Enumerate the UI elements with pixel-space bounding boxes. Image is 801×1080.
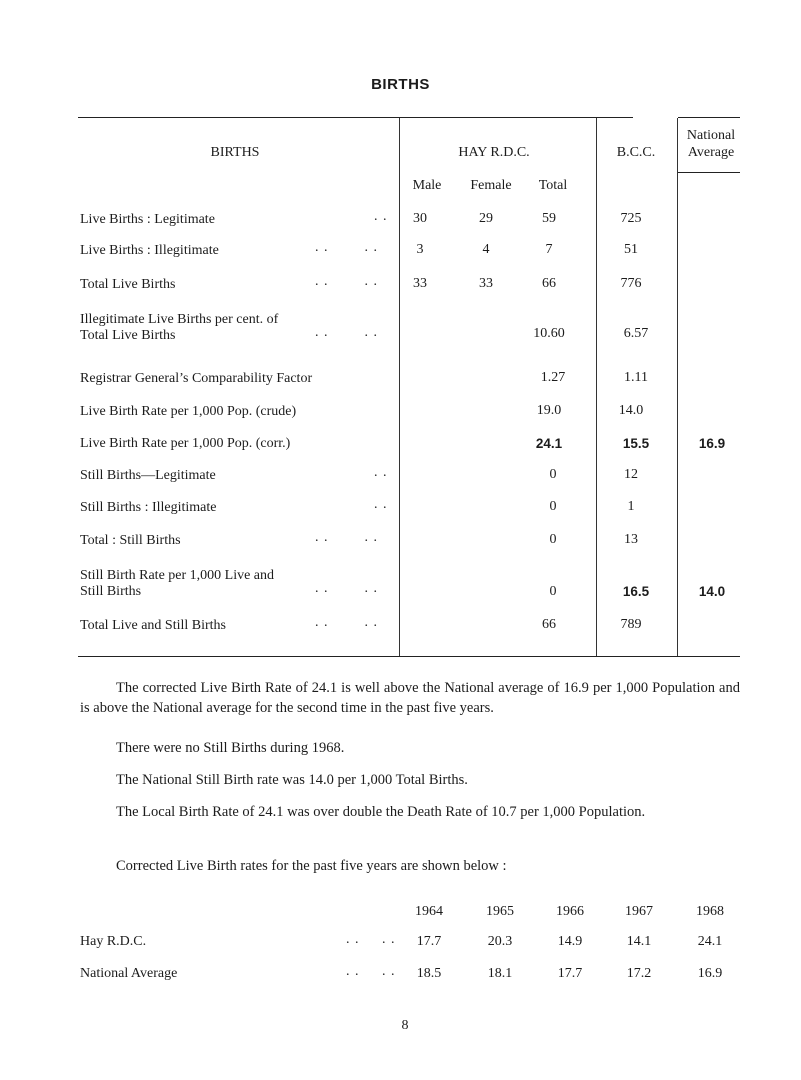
cell-bcc: 14.0	[618, 403, 644, 418]
cell-female: 4	[482, 242, 490, 257]
table-divider-2	[596, 118, 597, 656]
row-label: Live Births : Legitimate	[80, 212, 215, 227]
leader-dots: . . . .	[315, 325, 378, 340]
cell-male: 3	[416, 242, 424, 257]
cell-total: 19.0	[536, 403, 562, 418]
cell-total: 0	[549, 584, 557, 599]
row-label-cont: Total Live Births	[80, 328, 176, 343]
cell-total: 24.1	[535, 436, 563, 451]
cell-total: 66	[542, 617, 556, 632]
cell-bcc: 6.57	[623, 326, 649, 341]
table-top-rule	[78, 117, 633, 118]
cell-bcc: 789	[620, 617, 642, 632]
rate-value: 17.7	[557, 966, 583, 981]
cell-total: 1.27	[540, 370, 566, 385]
cell-national: 14.0	[698, 584, 726, 599]
cell-bcc: 1.11	[624, 370, 648, 385]
paragraph-local-rate: The Local Birth Rate of 24.1 was over double the Death Rate of 10.7 per 1,000 Population.	[116, 804, 646, 820]
leader-dots: . . . .	[315, 615, 378, 630]
table-divider-3	[677, 118, 678, 656]
cell-bcc: 12	[624, 467, 638, 482]
row-label-cont: Still Births	[80, 584, 142, 599]
rate-value: 14.1	[626, 934, 652, 949]
year-header: 1967	[625, 904, 653, 919]
paragraph-corrected-rate: The corrected Live Birth Rate of 24.1 is well above the National average of 16.9 per 1,000 Population and is above the National average for the second time in the past five years.	[80, 680, 740, 716]
header-bcc: B.C.C.	[616, 145, 656, 160]
cell-bcc: 51	[624, 242, 638, 257]
row-label: Illegitimate Live Births per cent. of	[80, 312, 279, 327]
cell-total: 0	[549, 467, 557, 482]
paragraph-still-births: There were no Still Births during 1968.	[116, 740, 345, 756]
row-label: Still Births—Legitimate	[80, 468, 216, 483]
row-label: Live Births : Illegitimate	[80, 243, 219, 258]
leader-dots: . .	[374, 209, 388, 224]
rate-value: 16.9	[697, 966, 723, 981]
year-header: 1964	[415, 904, 443, 919]
rates-intro: Corrected Live Birth rates for the past five years are shown below :	[116, 858, 507, 874]
leader-dots: . .	[374, 497, 388, 512]
rates-row-label: National Average	[80, 966, 178, 981]
rate-value: 20.3	[487, 934, 513, 949]
header-births: BIRTHS	[210, 145, 260, 160]
rate-value: 18.1	[487, 966, 513, 981]
header-national-line1: National	[686, 128, 736, 143]
row-label: Total Live Births	[80, 277, 176, 292]
cell-total: 0	[549, 499, 557, 514]
table-divider-1	[399, 118, 400, 656]
cell-bcc: 725	[620, 211, 642, 226]
cell-bcc: 15.5	[622, 436, 650, 451]
cell-total: 66	[542, 276, 556, 291]
row-label: Live Birth Rate per 1,000 Pop. (corr.)	[80, 436, 291, 451]
cell-male: 33	[413, 276, 427, 291]
cell-female: 33	[479, 276, 493, 291]
table-header-rule	[678, 172, 740, 173]
cell-bcc: 13	[624, 532, 638, 547]
cell-total: 0	[549, 532, 557, 547]
page-number: 8	[401, 1018, 409, 1033]
year-header: 1966	[556, 904, 584, 919]
subheader-total: Total	[538, 178, 568, 193]
page-title: BIRTHS	[371, 76, 430, 93]
table-top-rule-national	[678, 117, 740, 118]
row-label: Still Birth Rate per 1,000 Live and	[80, 568, 275, 583]
rate-value: 18.5	[416, 966, 442, 981]
cell-national: 16.9	[698, 436, 726, 451]
year-header: 1965	[486, 904, 514, 919]
cell-bcc: 776	[620, 276, 642, 291]
rates-row-label: Hay R.D.C.	[80, 934, 147, 949]
rate-value: 17.7	[416, 934, 442, 949]
header-national-line2: Average	[687, 145, 735, 160]
leader-dots: . . . .	[315, 240, 378, 255]
subheader-male: Male	[412, 178, 442, 193]
cell-male: 30	[413, 211, 427, 226]
rate-value: 17.2	[626, 966, 652, 981]
leader-dots: . . . .	[315, 530, 378, 545]
table-bottom-rule	[78, 656, 740, 657]
leader-dots: . . . .	[315, 274, 378, 289]
row-label: Live Birth Rate per 1,000 Pop. (crude)	[80, 404, 297, 419]
header-hay-rdc: HAY R.D.C.	[458, 145, 530, 160]
cell-female: 29	[479, 211, 493, 226]
rate-value: 14.9	[557, 934, 583, 949]
subheader-female: Female	[470, 178, 512, 193]
rate-value: 24.1	[697, 934, 723, 949]
leader-dots: . . . .	[346, 964, 396, 979]
cell-bcc: 16.5	[622, 584, 650, 599]
cell-bcc: 1	[627, 499, 635, 514]
cell-total: 10.60	[533, 326, 565, 341]
leader-dots: . . . .	[315, 581, 378, 596]
year-header: 1968	[696, 904, 724, 919]
row-label: Registrar General’s Comparability Factor	[80, 371, 313, 386]
leader-dots: . .	[374, 465, 388, 480]
paragraph-national-still: The National Still Birth rate was 14.0 per 1,000 Total Births.	[116, 772, 468, 788]
cell-total: 7	[545, 242, 553, 257]
row-label: Total Live and Still Births	[80, 618, 227, 633]
row-label: Total : Still Births	[80, 533, 181, 548]
leader-dots: . . . .	[346, 932, 396, 947]
row-label: Still Births : Illegitimate	[80, 500, 217, 515]
cell-total: 59	[542, 211, 556, 226]
